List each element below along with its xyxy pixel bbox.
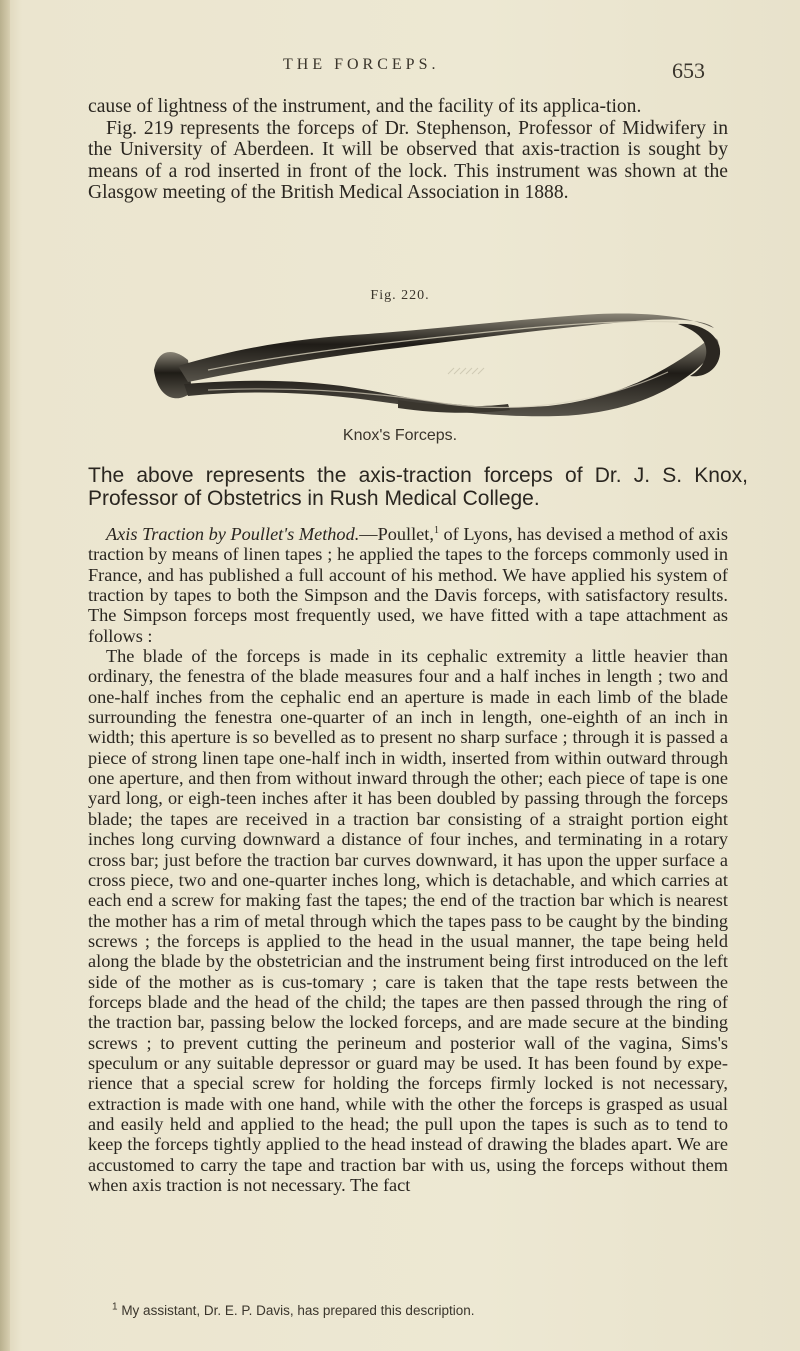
page-gutter-shadow [0,0,10,1351]
axis-traction-paragraph-2: The blade of the forceps is made in its cephalic extremity a little heavier than ordinary, the fenestra of the blade measures four and a half inches in length ; two and one-half inches from the cephalic end an aperture is made in each limb of the blade surrounding the fenestra one-quarter of an inch in length, one-eighth of an inch in width; this aperture is so bevelled as to present no sharp surface ; through it is passed a piece of strong linen tape one-half inch in width, inserted from within outward through one aperture, and then from without inward through the other; each piece of tape is one yard long, or eigh-teen inches after it has been doubled by passing through the forceps blade; the tapes are received in a traction bar consisting of a straight portion eight inches long curving downward a distance of four inches, and terminating in a rotary cross bar; just before the traction bar curves downward, it has upon the upper surface a cross piece, two and one-quarter inches long, which is detachable, and which carries at each end a screw for making fast the tapes; the end of the traction bar which is nearest the mother has a rim of metal through which the tapes pass to be caught by the binding screws ; the forceps is applied to the head in the usual manner, the tape being held along the blade by the obstetrician and the instrument being first introduced on the left side of the mother as is cus-tomary ; care is taken that the tape rests between the forceps blade and the head of the child; the tapes are then passed through the ring of the traction bar, passing below the locked forceps, and are made secure at the binding screws ; to prevent cutting the perineum and posterior wall of the vagina, Sims's speculum or any suitable depressor or guard may be used. It has been found by expe-rience that a special screw for holding the forceps firmly locked is not necessary, extraction is made with one hand, while with the other the forceps is grasped as usual and easily held and applied to the head; the pull upon the tapes is such as to tend to keep the forceps tightly applied to the head instead of drawing the blades apart. We are accustomed to carry the tape and traction bar with us, using the forceps without them when axis traction is not necessary. The fact [88,646,728,1195]
page-header [0,52,800,82]
footnote-reference: 1 [433,524,439,536]
footnote-text: My assistant, Dr. E. P. Davis, has prepared this description. [117,1303,475,1318]
heading-lead: —Poullet, [359,524,434,544]
intro-text [88,96,728,204]
axis-traction-paragraph-1 [88,524,728,646]
continued-paragraph: cause of lightness of the instrument, and the facility of its applica-tion. [88,96,642,117]
screw-thread-detail [448,368,484,374]
knox-description: The above represents the axis-traction forceps of Dr. J. S. Knox, Professor of Obstetrics in Rush Medical College. [88,464,748,510]
knox-forceps-illustration [148,308,728,418]
figure-label: Fig. 220. [370,288,430,303]
footnote-mark: 1 [112,1301,118,1313]
stephenson-paragraph: Fig. 219 represents the forceps of Dr. Stephenson, Professor of Midwifery in the University of Aberdeen. It will be observed that axis-traction is sought by means of a rod inserted in front of the lock. This instrument was shown at the Glasgow meeting of the British Medical Association in 1888. [88,117,728,203]
figure-caption: Knox's Forceps. [342,427,458,444]
page-number: 653 [672,58,705,83]
paragraph-1-text: of Lyons, has devised a method of axis traction by means of linen tapes ; he applied the tapes to the forceps commonly used in France, and has published a full account of his method. We have applied his system of traction by tapes to both the Simpson and the Davis forceps, with satisfactory results. The Simpson forceps most frequently used, we have fitted with a tape attachment as follows : [88,524,728,646]
footnote [112,1303,732,1318]
running-head: THE FORCEPS. [283,56,440,73]
axis-traction-section [88,524,728,1195]
section-heading: Axis Traction by Poullet's Method. [106,524,360,544]
